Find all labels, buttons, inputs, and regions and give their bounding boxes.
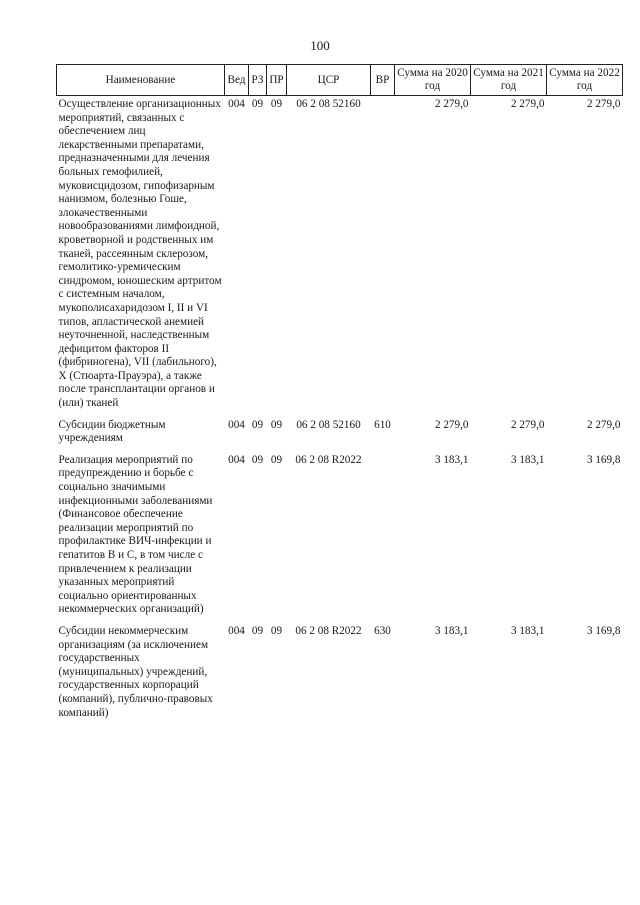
row-sum-2020: 3 183,1 — [434, 624, 469, 637]
table-row — [57, 96, 623, 417]
row-csr: 06 2 08 52160 — [296, 98, 361, 110]
row-ved: 004 — [228, 453, 245, 466]
row-ved: 004 — [228, 98, 245, 110]
row-pr: 09 — [270, 418, 283, 431]
row-rz: 09 — [251, 98, 264, 110]
row-name: Реализация мероприятий по предупреждению и борьбе с социально значимыми инфекционными заболеваниями (Финансовое обеспечение реализации мероприятий по профилактике ВИЧ-инфекции и гепатитов B и C, в том числе с привлечением к реализации указанных мероприятий социально ориентированных некоммерческих организаций) — [58, 453, 213, 616]
row-rz: 09 — [251, 418, 264, 431]
table-header — [57, 65, 623, 96]
row-rz: 09 — [251, 453, 264, 466]
table-row — [57, 623, 623, 726]
row-csr: 06 2 08 R2022 — [295, 624, 362, 637]
row-sum-2021: 2 279,0 — [510, 98, 545, 110]
header-name: Наименование — [57, 65, 225, 96]
row-csr: 06 2 08 R2022 — [295, 453, 362, 466]
row-sum-2022: 2 279,0 — [586, 418, 621, 431]
table-row — [57, 452, 623, 623]
row-sum-2022: 2 279,0 — [586, 98, 621, 110]
row-sum-2022: 3 169,8 — [586, 453, 621, 466]
row-pr: 09 — [270, 453, 283, 466]
row-sum-2022: 3 169,8 — [586, 624, 621, 637]
row-ved: 004 — [228, 418, 245, 431]
header-sum-2020: Сумма на 2020 год — [395, 65, 471, 96]
header-rz: РЗ — [249, 65, 267, 96]
row-vr: 610 — [374, 418, 391, 431]
header-ved: Вед — [225, 65, 249, 96]
row-sum-2021: 3 183,1 — [510, 624, 545, 637]
row-sum-2021: 3 183,1 — [510, 453, 545, 466]
row-rz: 09 — [251, 624, 264, 637]
page-number: 100 — [310, 38, 330, 53]
row-csr: 06 2 08 52160 — [296, 418, 361, 431]
budget-table — [56, 64, 623, 726]
table-row — [57, 417, 623, 452]
row-sum-2021: 2 279,0 — [510, 418, 545, 431]
row-name: Осуществление организационных мероприятий, связанных с обеспечением лиц лекарственными препаратами, предназначенными для лечения больных гемофилией, муковисцидозом, гипофизарным нанизмом, болезнью Гоше, злокачественными новообразованиями лимфоидной, кроветворной и родственных им тканей, рассеянным склерозом, гемолитико-уремическим синдромом, юношеским артритом с системным началом, мукополисахаридозом I, II и VI типов, апластической анемией неуточненной, наследственным дефицитом факторов II (фибриногена), VII (лабильного), X (Стюарта-Прауэра), а также после трансплантации органов и (или) тканей — [58, 98, 222, 410]
header-sum-2022: Сумма на 2022 год — [547, 65, 623, 96]
row-vr — [371, 452, 395, 623]
header-vr: ВР — [371, 65, 395, 96]
row-pr: 09 — [270, 624, 283, 637]
row-sum-2020: 2 279,0 — [434, 98, 469, 110]
row-vr — [371, 96, 395, 417]
row-ved: 004 — [228, 624, 245, 637]
header-csr: ЦСР — [287, 65, 371, 96]
row-name: Субсидии бюджетным учреждениям — [58, 418, 166, 445]
row-sum-2020: 2 279,0 — [434, 418, 469, 431]
row-sum-2020: 3 183,1 — [434, 453, 469, 466]
row-pr: 09 — [270, 98, 283, 110]
header-pr: ПР — [267, 65, 287, 96]
row-name: Субсидии некоммерческим организациям (за исключением государственных (муниципальных) учреждений, государственных корпораций (компаний), публично-правовых компаний) — [58, 624, 213, 719]
row-vr: 630 — [374, 624, 391, 637]
header-sum-2021: Сумма на 2021 год — [471, 65, 547, 96]
